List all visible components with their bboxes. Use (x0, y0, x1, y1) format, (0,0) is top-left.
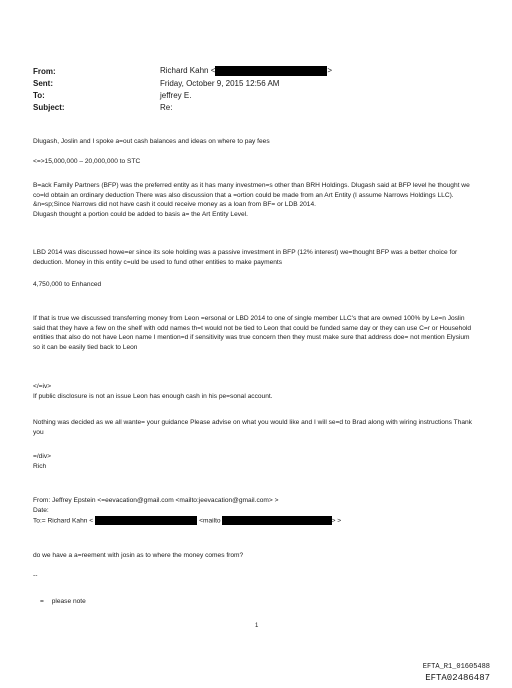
body-paragraph-6: If that is true we discussed transferring money from Leon =ersonal or LBD 2014 to one of single member LLC's that are owned 100% by Le=n Joslin said that they have a few on the shelf with odd names th=t would not be tied to Leon that could be funded same day or they can use C=r or Household entities that also do not have Leon name I mention=d if sensitivity was true concern then they must make sure that address doe= not mention Elysium so it can be easily tied back to Leon (33, 315, 472, 351)
to-label: To: (33, 91, 45, 100)
sent-value: Friday, October 9, 2015 12:56 AM (160, 79, 280, 88)
body-paragraph-2: <=>15,000,000 – 20,000,000 to STC (33, 158, 141, 165)
footer-id-secondary: EFTA02486487 (425, 673, 490, 683)
from-value (160, 66, 332, 76)
from-bracket: > (327, 66, 333, 76)
body-paragraph-8: Nothing was decided as we all wante= your guidance Please advise on what you would like and I will se=d to Brad along with wiring instructions Thank you (33, 419, 472, 436)
quoted-question: do we have a a=reement with josin as to where the money comes from? (33, 552, 244, 559)
quoted-date-line: Date: (33, 507, 49, 514)
signature-block: =/div> Rich (33, 453, 51, 470)
from-name: Richard Kahn < (160, 66, 216, 76)
redaction-box (215, 66, 327, 76)
body-paragraph-4: LBD 2014 was discussed howe=er since its sole holding was a passive investment in BFP (12% interest) we=thought BFP was a better choice for deduction. Money in this entity c=uld be used to fund other entities to make payments (33, 249, 458, 266)
redaction-box (95, 516, 197, 525)
quoted-note (40, 597, 485, 607)
from-label: From: (33, 67, 56, 76)
to-value: jeffrey E. (160, 91, 192, 100)
sent-label: Sent: (33, 79, 53, 88)
body-paragraph-1: Dlugash, Joslin and I spoke a=out cash balances and ideas on where to pay fees (33, 138, 270, 145)
footer-id-primary: EFTA_R1_01605488 (422, 663, 490, 671)
quoted-dashes: -- (33, 572, 38, 579)
redaction-box (222, 516, 332, 525)
quoted-from-line: From: Jeffrey Epstein <=eevacation@gmail.com <mailto:jeevacation@gmail.com> > (33, 497, 279, 504)
subject-value: Re: (160, 103, 173, 112)
body-paragraph-3: B=ack Family Partners (BFP) was the preferred entity as it has many investmen=s other than BRH Holdings. Dlugash said at BFP level he thought we co=ld obtain an ordinary deduction There was also discussion that a =ortion could be made from an Art Entity (I assume Narrows Holdings LLC). &n=sp;Since Narrows did not have cash it could receive money as a loan from BF= or LDB 2014. Dlugash thought a portion could be added to basis a= the Art Entity Level. (33, 182, 470, 218)
body-paragraph-7: </=iv> If public disclosure is not an issue Leon has enough cash in his pe=sonal account. (33, 383, 273, 400)
body-paragraph-5: 4,750,000 to Enhanced (33, 281, 102, 288)
bullet-marker: = (40, 598, 44, 605)
subject-label: Subject: (33, 103, 65, 112)
page-number: 1 (255, 623, 259, 629)
note-text: please note (51, 598, 86, 605)
quoted-to-line: To:= Richard Kahn < <mailto > > (33, 517, 342, 525)
